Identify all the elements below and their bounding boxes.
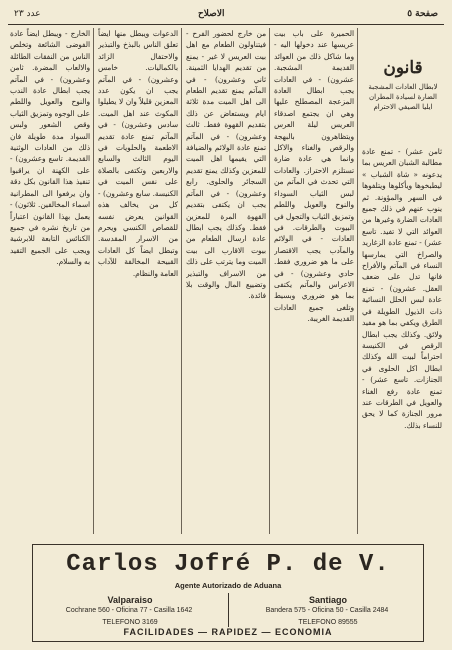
column-5-text: الخارج - ويبطل ايضاً عادة الفوضى الشائعة وتخلص الناس من النفقات الطائلة والالعاب المضرة. ثامن وعشرون) - في المآتم يجب ابطال عادة الندب والنوح والعويل واللطم على الوجوه وتمزيق الثياب وقص الشعور ولبس السواد مدة طويلة فان ذلك من العادات الوثنية القديمة. تاسع وعشرون) - على الكهنة ان يراقبوا تنفيذ هذا القانون بكل دقة وان يرفعوا الى المطرانية اسماء المخالفين. ثلاثون) - يعمل بهذا القانون اعتباراً من تاريخ نشره في جميع الكنائس التابعة للابرشية ويجب على الجميع التقيد به والسلام. bbox=[10, 29, 90, 267]
article-column-5 bbox=[10, 28, 90, 536]
column-rule bbox=[357, 28, 358, 534]
article-column-2 bbox=[274, 28, 354, 536]
office-phone-valparaiso: TELEFONO 3169 bbox=[102, 619, 158, 626]
office-divider bbox=[228, 593, 229, 627]
newspaper-page bbox=[8, 6, 444, 644]
column-rule bbox=[269, 28, 270, 534]
column-2-text: الحميرة على باب بيت عريسها عند دخولها اليه - وما شاكل ذلك من العوائد القديمة المشجبة. عشرون) - في العادات يجب ابطال العادة المزعجة المصطلح عليها وهي ان يجتمع اصدقاء العريس ليلة العرس ويتظاهرون بالبهجة والرقص والغناء والاكل وانما هي عادة ضارة تستلزم الاحتراز. والعادات التي تحدث في المآتم من لبس الثياب السوداء والنوح والعويل واللطم وتمزيق الثياب والتجول في البيوت والطرقات. في العادات - في الولائم والمآدب يجب الاقتصار على ما هو ضروري فقط. حادي وعشرون) - في الاعراس والمآتم يكتفى بما هو ضروري وبسيط وتلغى جميع العادات القديمة الغريبة. bbox=[274, 29, 354, 324]
ad-slogan: FACILIDADES — RAPIDEZ — ECONOMIA bbox=[123, 627, 333, 637]
page-header bbox=[8, 6, 444, 25]
office-address-valparaiso: Cochrane 560 - Oficina 77 - Casilla 1642 bbox=[65, 607, 193, 614]
office-phone-santiago: TELEFONO 89555 bbox=[298, 619, 358, 626]
boxed-section bbox=[364, 58, 442, 112]
column-4-text: الدعوات ويبطل منها ايضاً تعلق الناس بالبذخ والتبذير والاحتفال الزائد بالكماليات. خامس وعشرون) - في المآتم يجب ان يكون عدد المعزين قليلاً وان لا يطيلوا المكوث عند اهل الميت. سادس وعشرون) - في المآتم تمنع عادة تقديم الاطعمة والحلويات في اليوم الثالث والسابع والاربعين وتكتفى بالصلاة على نفس الميت في الكنيسة. سابع وعشرون) - كل من يخالف هذه القوانين يعرض نفسه للقصاص الكنسي ويحرم من الاسرار المقدسة. وتبطل ايضاً كل العادات القبيحة المخالفة للآداب العامة والنظام. bbox=[98, 29, 178, 278]
office-city-valparaiso: Valparaiso bbox=[107, 595, 153, 605]
company-name: Carlos Jofré P. de V. bbox=[66, 551, 390, 578]
column-3-text: من خارج لحضور الفرح - فيتناولون الطعام مع اهل بيت العريس لا غير - يمنع من تقديم الهدايا الثمينة. ثاني وعشرون) - في المآتم يمنع تقديم الطعام الى اهل الميت مدة ثلاثة ايام ويستعاض عن ذلك بتقديم القهوة فقط. ثالث وعشرون) - في المآتم تمنع عادة الولائم والضيافة التي يقيمها اهل الميت للمعزين وكذلك يمنع تقديم السجائر والحلوى. رابع وعشرون) - في المآتم يجب ان يكتفى بتقديم القهوة المرة للمعزين فقط. وكذلك يجب ابطال عادة ارسال الطعام من بيوت الاقارب الى بيت الميت وما يترتب على ذلك من الاسراف والتبذير وتضييع المال والوقت بلا فائدة. bbox=[186, 29, 266, 301]
office-address-santiago: Bandera 575 - Oficina 50 - Casilla 2484 bbox=[265, 607, 389, 614]
page-number: صفحة ٥ bbox=[407, 9, 438, 19]
article-columns bbox=[8, 28, 444, 536]
section-title: قانون bbox=[383, 58, 423, 78]
column-rule bbox=[181, 28, 182, 534]
article-column-4 bbox=[98, 28, 178, 536]
article-column-3 bbox=[186, 28, 266, 536]
newspaper-title: الاصلاح bbox=[198, 9, 225, 19]
office-city-santiago: Santiago bbox=[308, 595, 347, 605]
company-tagline: Agente Autorizado de Aduana bbox=[174, 581, 282, 590]
section-subtitle: لابطال العادات المشجبة الضارة لسيادة المطران ايليا الصيفي الاحترام bbox=[368, 83, 438, 111]
issue-number: عدد ٢٣ bbox=[14, 9, 41, 19]
column-rule bbox=[93, 28, 94, 534]
column-1-text: ثامن عشر) - تمنع عادة مطالبة الشبان العريس بما يدعونه « شاة الشباب » ليطبخوها ويأكلوها ويتلفوها في السهر والمؤونة. ثم ينوب عنهم في ذلك جميع العادات الضارة وغيرها من العوائد التي لا تفيد. تاسع عشر) - تمنع عادة الزغاريد والصراخ التي يمارسها النساء في المآتم والأفراح فانها تدل على ضعف العقل. عشرون) - تمنع عادة لبس الحلل النسائية ذات الذيول الطويلة في الطرق ويكفي بما هو مفيد ولائق. وكذلك يجب ابطال الرقص في الكنيسة احتراماً لبيت الله وكذلك ابطال اكل الحلوى في الجنازات. تاسع عشر) - تمنع عادة رفع الغناء والعويل في الطرقات عند مرور الجنازة كما لا يحق للنساء بذلك. bbox=[362, 147, 442, 430]
advertisement-box bbox=[32, 544, 424, 642]
